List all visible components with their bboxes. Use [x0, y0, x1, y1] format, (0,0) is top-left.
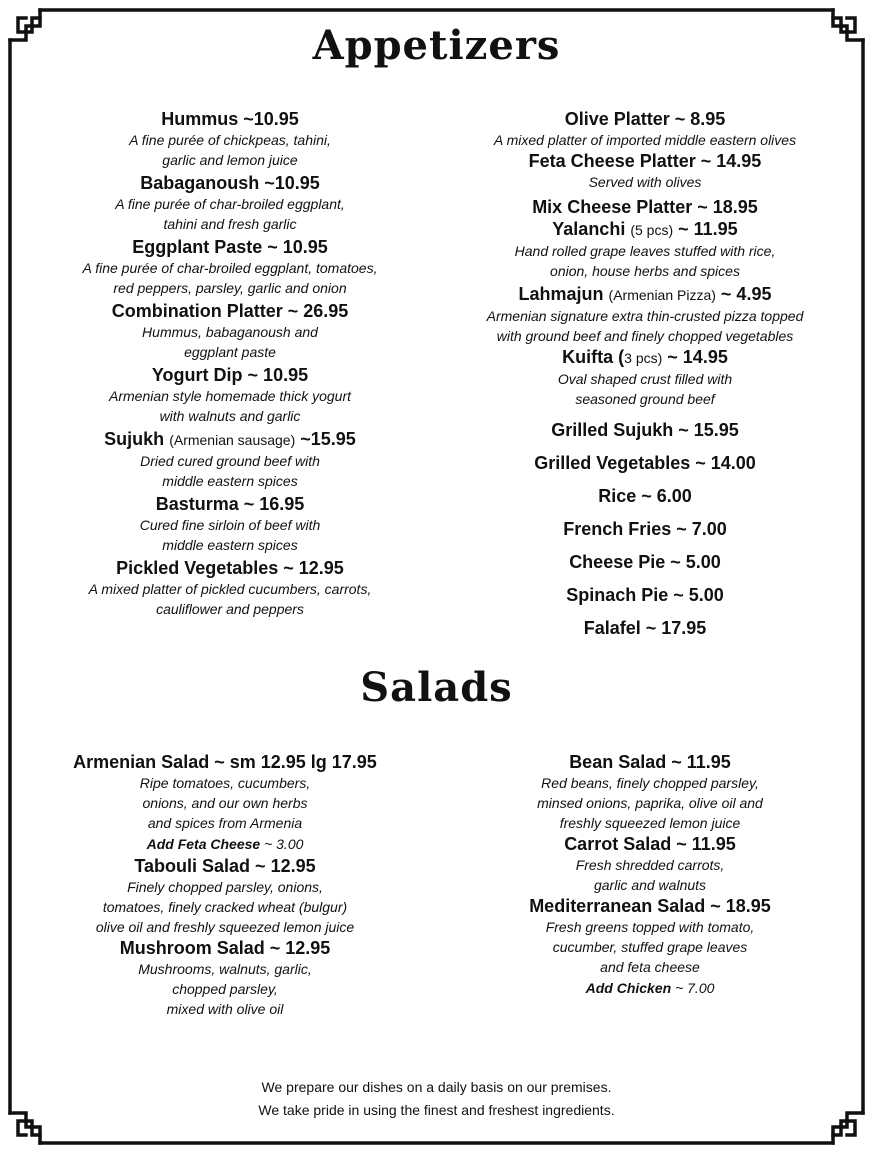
item-description: red peppers, parsley, garlic and onion	[113, 280, 347, 296]
menu-item	[455, 414, 835, 447]
menu-item	[455, 546, 835, 579]
menu-item	[455, 346, 835, 409]
item-description: cucumber, stuffed grape leaves	[552, 939, 748, 955]
item-name: Grilled Vegetables ~ 14.00	[534, 453, 756, 473]
item-description: A fine purée of char-broiled eggplant, tomatoes,	[82, 260, 378, 276]
item-name: Mushroom Salad ~ 12.95	[119, 938, 331, 958]
addon-price: ~ 7.00	[671, 980, 715, 996]
item-name-note: 3 pcs)	[624, 350, 663, 366]
salads-heading: Salads	[360, 664, 513, 711]
item-name: Yogurt Dip ~ 10.95	[151, 365, 309, 385]
footer-line-2: We take pride in using the finest and freshest ingredients.	[258, 1102, 615, 1118]
appetizers-left-column	[40, 108, 420, 619]
item-name: Grilled Sujukh ~ 15.95	[551, 420, 739, 440]
item-description: cauliflower and peppers	[156, 601, 304, 617]
item-description: Hummus, babaganoush and	[142, 324, 318, 340]
item-price: ~ 4.95	[715, 284, 772, 304]
menu-item	[455, 108, 835, 150]
item-name: Basturma ~ 16.95	[155, 494, 305, 514]
item-name: Carrot Salad ~ 11.95	[564, 834, 736, 854]
item-name	[455, 218, 835, 241]
item-description: eggplant paste	[184, 344, 276, 360]
item-name: Mediterranean Salad ~ 18.95	[529, 896, 771, 916]
menu-item	[40, 428, 420, 491]
menu-item	[455, 751, 845, 833]
item-description: Mushrooms, walnuts, garlic,	[138, 961, 312, 977]
item-description: freshly squeezed lemon juice	[559, 815, 741, 831]
menu-item	[455, 196, 835, 218]
appetizers-heading: Appetizers	[312, 22, 561, 69]
item-name: Rice ~ 6.00	[598, 486, 692, 506]
item-description: onions, and our own herbs	[142, 795, 308, 811]
item-name: Armenian Salad ~ sm 12.95 lg 17.95	[73, 752, 377, 772]
item-name-main: Kuifta (	[562, 347, 625, 367]
menu-item	[40, 172, 420, 234]
item-description: with walnuts and garlic	[159, 408, 301, 424]
item-name: French Fries ~ 7.00	[563, 519, 727, 539]
item-description: minsed onions, paprika, olive oil and	[537, 795, 763, 811]
menu-item	[30, 751, 420, 855]
item-name: Falafel ~ 17.95	[583, 618, 707, 638]
item-name-main: Yalanchi	[552, 219, 631, 239]
item-name: Bean Salad ~ 11.95	[569, 752, 731, 772]
item-description: middle eastern spices	[162, 473, 298, 489]
menu-item	[455, 150, 835, 192]
item-description: Dried cured ground beef with	[140, 453, 320, 469]
menu-item	[40, 557, 420, 619]
item-name-note: (5 pcs)	[630, 222, 674, 238]
item-price: ~15.95	[295, 429, 356, 449]
item-name-main: Sujukh	[104, 429, 170, 449]
menu-item	[455, 513, 835, 546]
item-name	[455, 283, 835, 306]
item-description: tomatoes, finely cracked wheat (bulgur)	[102, 899, 348, 915]
item-name	[40, 428, 420, 451]
appetizers-right-column	[455, 108, 835, 409]
menu-item	[30, 855, 420, 937]
item-name: Babaganoush ~10.95	[140, 173, 320, 193]
item-addon	[455, 977, 845, 999]
item-description: Fresh greens topped with tomato,	[545, 919, 755, 935]
menu-item	[40, 108, 420, 170]
item-description: middle eastern spices	[162, 537, 298, 553]
menu-item	[455, 895, 845, 999]
salads-left-column	[30, 751, 420, 1019]
item-description: and spices from Armenia	[147, 815, 303, 831]
addon-label: Add Chicken	[585, 980, 672, 996]
item-description: olive oil and freshly squeezed lemon juice	[95, 919, 355, 935]
item-description: garlic and lemon juice	[162, 152, 298, 168]
item-name: Pickled Vegetables ~ 12.95	[116, 558, 344, 578]
item-description: Hand rolled grape leaves stuffed with rice,	[514, 243, 776, 259]
item-price: ~ 11.95	[673, 219, 738, 239]
appetizers-sides-list	[455, 414, 835, 645]
item-description: seasoned ground beef	[575, 391, 715, 407]
item-name: Feta Cheese Platter ~ 14.95	[528, 151, 762, 171]
item-name: Eggplant Paste ~ 10.95	[132, 237, 328, 257]
menu-item	[40, 364, 420, 426]
item-description: tahini and fresh garlic	[163, 216, 297, 232]
item-description: and feta cheese	[600, 959, 700, 975]
item-description: Fresh shredded carrots,	[575, 857, 725, 873]
menu-item	[455, 612, 835, 645]
item-description: Finely chopped parsley, onions,	[127, 879, 323, 895]
menu-item	[455, 480, 835, 513]
item-description: A mixed platter of pickled cucumbers, carrots,	[88, 581, 372, 597]
menu-item	[455, 579, 835, 612]
item-addon	[30, 833, 420, 855]
item-name: Cheese Pie ~ 5.00	[569, 552, 721, 572]
menu-item	[455, 283, 835, 346]
footer-note	[0, 1076, 873, 1122]
item-name-note: (Armenian Pizza)	[608, 287, 716, 303]
footer-line-1: We prepare our dishes on a daily basis on our premises.	[261, 1079, 612, 1095]
item-description: garlic and walnuts	[593, 877, 707, 893]
menu-item	[455, 218, 835, 281]
menu-item	[30, 937, 420, 1019]
addon-price: ~ 3.00	[260, 836, 304, 852]
menu-item	[40, 493, 420, 555]
item-name: Spinach Pie ~ 5.00	[566, 585, 724, 605]
item-description: A mixed platter of imported middle eastern olives	[493, 132, 797, 148]
item-description: Red beans, finely chopped parsley,	[541, 775, 759, 791]
item-description: A fine purée of chickpeas, tahini,	[129, 132, 331, 148]
item-description: with ground beef and finely chopped vegetables	[496, 328, 794, 344]
item-description: Armenian style homemade thick yogurt	[109, 388, 351, 404]
item-description: Oval shaped crust filled with	[557, 371, 733, 387]
salads-right-column	[455, 751, 845, 999]
item-description: onion, house herbs and spices	[550, 263, 740, 279]
item-name: Hummus ~10.95	[161, 109, 299, 129]
menu-item	[40, 300, 420, 362]
item-description: Cured fine sirloin of beef with	[139, 517, 321, 533]
item-name-main: Lahmajun	[518, 284, 609, 304]
item-name: Olive Platter ~ 8.95	[564, 109, 726, 129]
item-name	[455, 346, 835, 369]
item-name: Combination Platter ~ 26.95	[111, 301, 349, 321]
menu-item	[455, 447, 835, 480]
menu-item	[455, 833, 845, 895]
item-description: Served with olives	[588, 174, 702, 190]
item-description: Ripe tomatoes, cucumbers,	[139, 775, 311, 791]
item-price: ~ 14.95	[662, 347, 728, 367]
item-name: Mix Cheese Platter ~ 18.95	[532, 197, 758, 217]
item-name-note: (Armenian sausage)	[169, 432, 296, 448]
addon-label: Add Feta Cheese	[146, 836, 261, 852]
item-name: Tabouli Salad ~ 12.95	[134, 856, 316, 876]
item-description: A fine purée of char-broiled eggplant,	[115, 196, 345, 212]
item-description: chopped parsley,	[172, 981, 278, 997]
item-description: Armenian signature extra thin-crusted pizza topped	[486, 308, 804, 324]
item-description: mixed with olive oil	[166, 1001, 284, 1017]
menu-item	[40, 236, 420, 298]
